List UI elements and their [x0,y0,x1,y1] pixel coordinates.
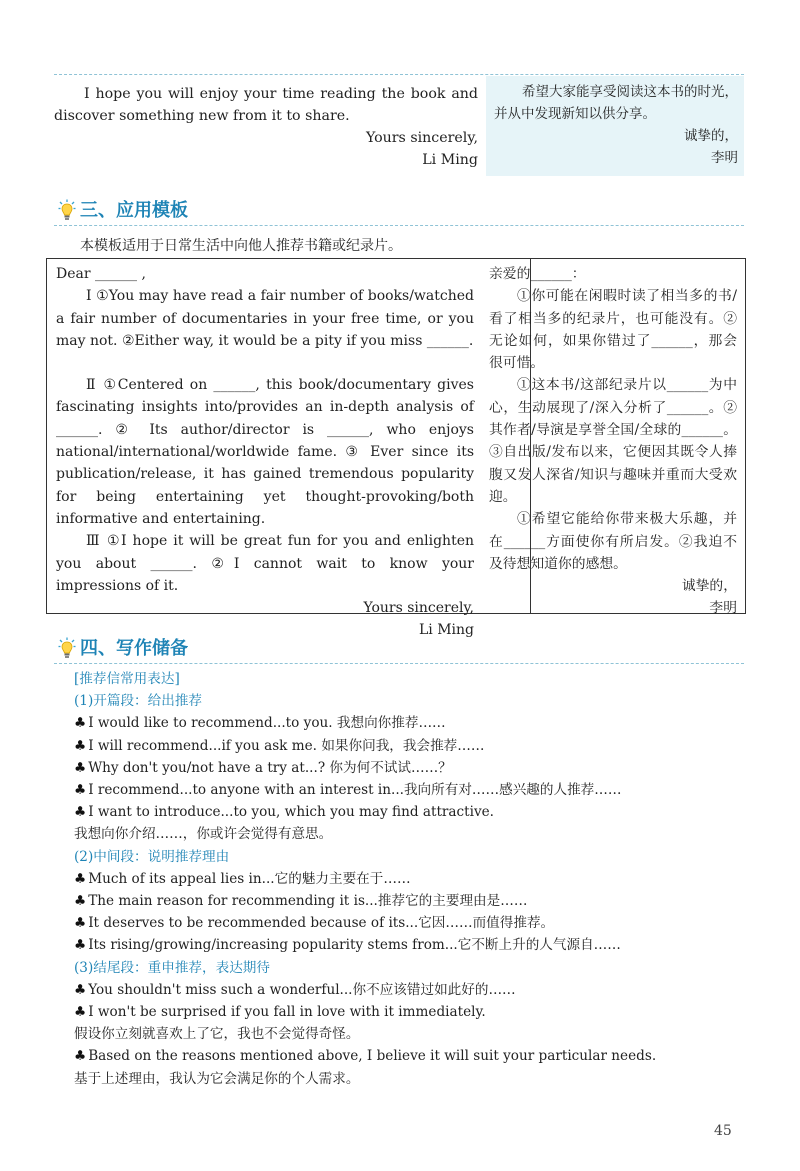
group-heading-middle: (2)中间段：说明推荐理由 [74,848,230,865]
top-divider [54,74,744,75]
list-item: ♣ Why don't you/not have a try at...? 你为何不试试……？ [74,759,452,776]
page-number: 45 [714,1123,732,1139]
list-item-translation: 假设你立刻就喜欢上了它，我也不会觉得奇怪。 [74,1026,360,1043]
template-cn-closing: 诚挚的， [681,578,737,595]
letter-chinese-body: 希望大家能享受阅读这本书的时光，并从中发现新知以供分享。 [494,84,738,122]
list-item: ♣ It deserves to be recommended because of its...它因……而值得推荐。 [74,915,555,932]
club-bullet-icon: ♣ [74,1004,87,1021]
club-bullet-icon: ♣ [74,782,87,799]
club-bullet-icon: ♣ [74,893,87,910]
template-cn-paragraph-1: ①你可能在闲暇时读了相当多的书/看了相当多的纪录片，也可能没有。②无论如何，如果你错过了______，那会很可惜。 [489,288,737,372]
letter-english-closing: Yours sincerely, [365,130,478,146]
section-title: 四、写作储备 [80,638,188,659]
club-bullet-icon: ♣ [74,870,87,887]
list-item: ♣ Based on the reasons mentioned above, I believe it will suit your particular needs. [74,1048,657,1065]
letter-chinese-closing: 诚挚的， [684,128,738,144]
list-item: ♣ You shouldn't miss such a wonderful...你不应该错过如此好的…… [74,981,516,998]
club-bullet-icon: ♣ [74,915,87,932]
template-chinese-column [489,263,737,620]
list-item-translation: 我想向你介绍……，你或许会觉得有意思。 [74,826,333,843]
list-item: ♣ I would like to recommend...to you. 我想向你推荐…… [74,715,446,732]
section-heading-writing-reserve [54,636,744,664]
template-en-paragraph-2: Ⅱ ①Centered on ______, this book/documentary gives fascinating insights into/provides an in-depth analysis of ______. ② Its author/director is ______, who enjoys national/international/worldwide fame. ③ Ever since its publication/release, it has gained tremendous popularity for being entertaining yet thought-provoking/both informative and entertaining. [56,377,474,527]
letter-english-ending [54,83,478,171]
club-bullet-icon: ♣ [74,1048,87,1065]
list-item: ♣ I want to introduce...to you, which you may find attractive. [74,804,494,821]
template-en-signature: Li Ming [418,622,474,639]
lightbulb-icon [58,637,76,661]
club-bullet-icon: ♣ [74,737,87,754]
club-bullet-icon: ♣ [74,759,87,776]
template-en-paragraph-1: Ⅰ ①You may have read a fair number of books/watched a fair number of documentaries in your free time, or you may not. ②Either way, it would be a pity if you miss ______. [56,288,474,349]
template-table [46,258,746,639]
letter-chinese-ending [494,81,738,169]
group-heading-opening: (1)开篇段：给出推荐 [74,693,203,710]
list-item: ♣ I will recommend...if you ask me. 如果你问我，我会推荐…… [74,737,485,754]
club-bullet-icon: ♣ [74,715,87,732]
letter-english-body: I hope you will enjoy your time reading the book and discover something new from it to share. [54,86,478,124]
list-item: ♣ Much of its appeal lies in...它的魅力主要在于…… [74,870,411,887]
template-en-closing: Yours sincerely, [363,600,474,617]
club-bullet-icon: ♣ [74,804,87,821]
template-cn-paragraph-3: ①希望它能给你带来极大乐趣，并在______方面使你有所启发。②我迫不及待想知道你的感想。 [489,511,737,572]
list-item: ♣ Its rising/growing/increasing popularity stems from...它不断上升的人气源自…… [74,937,621,954]
writing-reserve-list [74,668,744,1090]
group-heading-ending: (3)结尾段：重申推荐，表达期待 [74,959,270,976]
letter-chinese-signature: 李明 [711,150,738,166]
lightbulb-icon [58,199,76,223]
section-heading-template [54,198,744,226]
expressions-tag: [推荐信常用表达] [74,671,180,687]
letter-english-signature: Li Ming [422,152,478,168]
template-cn-signature: 李明 [709,600,737,617]
section-title: 三、应用模板 [80,200,188,221]
section-divider [54,225,744,226]
template-en-greeting: Dear ______ , [56,266,146,282]
template-english-column [56,263,474,642]
section-divider [54,663,744,664]
template-en-paragraph-3: Ⅲ ①I hope it will be great fun for you and enlighten you about ______. ②I cannot wait to know your impressions of it. [56,533,474,594]
template-intro: 本模板适用于日常生活中向他人推荐书籍或纪录片。 [80,238,402,254]
club-bullet-icon: ♣ [74,981,87,998]
list-item: ♣ I won't be surprised if you fall in love with it immediately. [74,1004,486,1021]
template-cn-greeting: 亲爱的______： [489,266,586,282]
list-item: ♣ The main reason for recommending it is...推荐它的主要理由是…… [74,893,528,910]
list-item: ♣ I recommend...to anyone with an interest in...我向所有对……感兴趣的人推荐…… [74,782,622,799]
list-item-translation: 基于上述理由，我认为它会满足你的个人需求。 [74,1070,360,1087]
template-cn-paragraph-2: ①这本书/这部纪录片以______为中心，生动展现了/深入分析了______。②其作者/导演是享誉全国/全球的______。③自出版/发布以来，它便因其既令人捧腹又发人深省/知识与趣味并重而大受欢迎。 [489,377,737,505]
club-bullet-icon: ♣ [74,937,87,954]
